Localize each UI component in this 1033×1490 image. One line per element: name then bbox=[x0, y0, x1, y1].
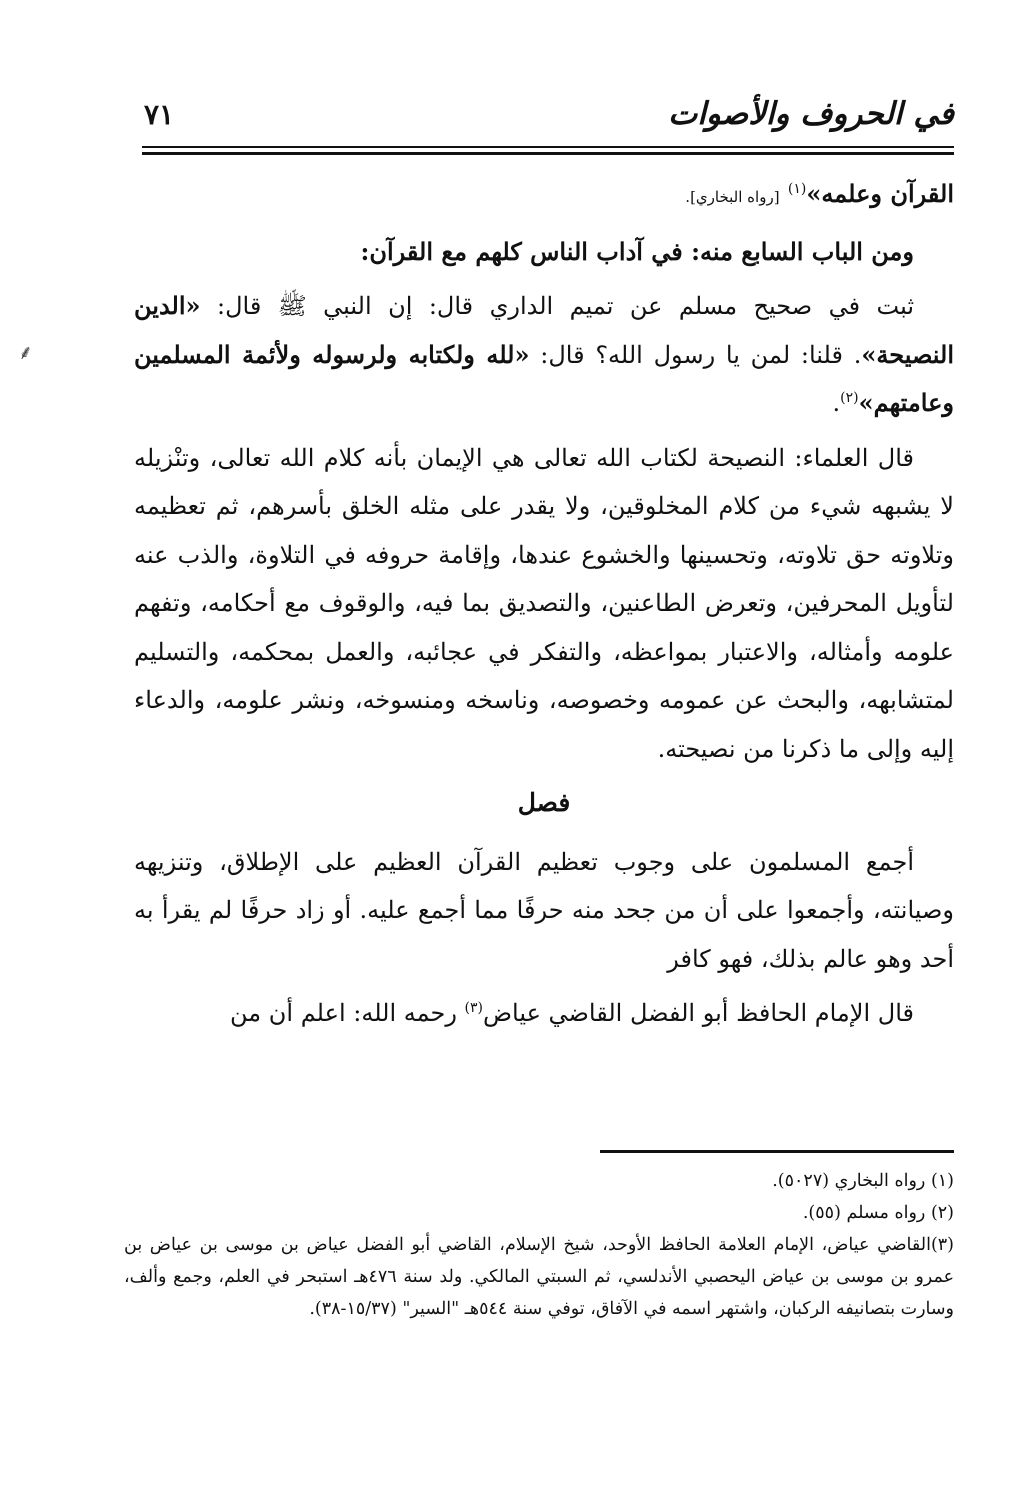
footnote-number: (٢) bbox=[930, 1203, 954, 1223]
section-title: فصل bbox=[517, 788, 571, 817]
footnote-ref-3: (٣) bbox=[464, 1000, 484, 1016]
paragraph-6-b: رحمه الله: اعلم أن من bbox=[230, 999, 465, 1027]
running-title: في الحروف والأصوات bbox=[668, 96, 954, 132]
page-header bbox=[142, 92, 954, 142]
footnote-ref-1: (١) bbox=[787, 181, 807, 197]
paragraph-3-a: ثبت في صحيح مسلم عن تميم الداري قال: إن النبي ﷺ قال: bbox=[200, 292, 914, 320]
paragraph-2: ومن الباب السابع منه: في آداب الناس كلهم مع القرآن: bbox=[360, 236, 914, 266]
paragraph-6 bbox=[134, 989, 954, 1038]
margin-mark: ⸙ bbox=[18, 340, 33, 364]
header-rule-thick bbox=[142, 152, 954, 155]
footnote-text: رواه مسلم (٥٥). bbox=[802, 1203, 931, 1223]
paragraph-3 bbox=[134, 282, 954, 428]
footnote-ref-2: (٢) bbox=[840, 390, 859, 406]
footnote-number: (١) bbox=[930, 1171, 954, 1191]
page-number: ٧١ bbox=[144, 98, 175, 131]
footnote-1 bbox=[124, 1165, 954, 1197]
paragraph-1-text: القرآن وعلمه» bbox=[806, 179, 954, 208]
paragraph-3-end: . bbox=[832, 389, 841, 417]
footnote-text: القاضي عياض، الإمام العلامة الحافظ الأوحد، شيخ الإسلام، القاضي أبو الفضل عياض بن موسى بن عياض بن عمرو بن موسى بن عياض اليحصبي الأندلسي، ثم السبتي المالكي. ولد سنة ٤٧٦هـ استبحر في العلم، وجمع وألف، وسارت بتصانيفه الركبان، واشتهر اسمه في الآفاق، توفي سنة ٥٤٤هـ "السير" (١٥/٣٧-٣٨). bbox=[124, 1235, 955, 1319]
paragraph-4: قال العلماء: النصيحة لكتاب الله تعالى هي الإيمان بأنه كلام الله تعالى، وتنْزيله لا يشبهه شيء من كلام المخلوقين، ولا يقدر على مثله الخلق بأسرهم، ثم تعظيمه وتلاوته حق تلاوته، وتحسينها والخشوع عندها، وإقامة حروفه في التلاوة، والذب عنه لتأويل المحرفين، وتعرض الطاعنين، والتصديق بما فيه، والوقوف مع أحكامه، وتفهم علومه وأمثاله، والاعتبار بمواعظه، والتفكر في عجائبه، والعمل بمحكمه، والتسليم لمتشابهه، والبحث عن عمومه وخصوصه، وناسخه ومنسوخه، ونشر علومه، والدعاء إليه وإلى ما ذكرنا من نصيحته. bbox=[134, 443, 954, 763]
main-text bbox=[134, 170, 954, 1044]
source-reference: [رواه البخاري]. bbox=[685, 188, 780, 206]
hadith-quote-2: «لله ولكتابه ولرسوله ولأئمة المسلمين وعامتهم» bbox=[134, 339, 954, 417]
footnote-3 bbox=[124, 1229, 954, 1325]
paragraph-5: أجمع المسلمون على وجوب تعظيم القرآن العظيم على الإطلاق، وتنزيهه وصيانته، وأجمعوا على أن من جحد منه حرفًا مما أجمع عليه. أو زاد حرفًا لم يقرأ به أحد وهو عالم بذلك، فهو كافر bbox=[134, 847, 954, 973]
footnotes bbox=[124, 1165, 954, 1325]
footnote-number: (٣) bbox=[930, 1235, 954, 1255]
header-rule-thin bbox=[142, 146, 954, 148]
footnote-text: رواه البخاري (٥٠٢٧). bbox=[772, 1171, 931, 1191]
paragraph-6-a: قال الإمام الحافظ أبو الفضل القاضي عياض bbox=[483, 999, 914, 1027]
hadith-quote-1: «الدين النصيحة» bbox=[134, 291, 954, 369]
paragraph-3-c: . قلنا: لمن يا رسول الله؟ قال: bbox=[529, 340, 862, 369]
footnote-rule bbox=[600, 1150, 954, 1153]
footnote-2 bbox=[124, 1197, 954, 1229]
paragraph-1 bbox=[134, 170, 954, 222]
